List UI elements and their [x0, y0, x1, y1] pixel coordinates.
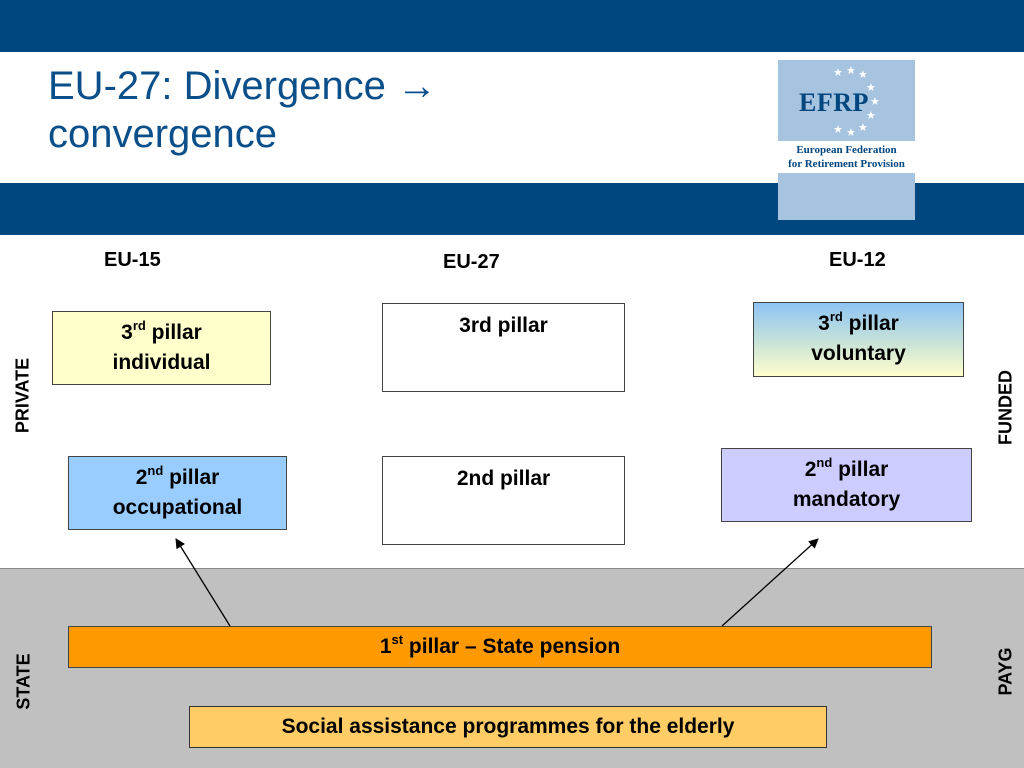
pillar-type: occupational — [112, 496, 243, 519]
column-header-eu15: EU-15 — [104, 249, 161, 271]
svg-text:★: ★ — [846, 126, 856, 139]
logo-subtitle-line-2: for Retirement Provision — [788, 158, 905, 170]
ordinal: 2 — [804, 458, 817, 481]
ordinal: 1 — [379, 635, 392, 658]
logo-acronym: EFRP — [799, 88, 869, 117]
svg-text:★: ★ — [870, 95, 880, 108]
ordinal-suffix: rd — [132, 318, 146, 333]
side-label-state: STATE — [13, 653, 34, 710]
logo-subtitle-line-1: European Federation — [796, 144, 897, 156]
arrow-to-eu15-second-pillar — [176, 539, 230, 626]
pillar-word: pillar — [169, 466, 220, 489]
pillar-type: individual — [112, 351, 211, 374]
svg-text:★: ★ — [846, 64, 856, 77]
side-label-private: PRIVATE — [12, 357, 33, 434]
ordinal-suffix: rd — [829, 309, 843, 324]
title-line-1: EU-27: Divergence → — [48, 64, 438, 108]
svg-text:★: ★ — [858, 121, 868, 134]
pillar-word: pillar — [838, 458, 889, 481]
ordinal: 3 — [121, 321, 133, 344]
pillar-word: pillar — [848, 312, 899, 335]
svg-text:★: ★ — [833, 123, 843, 136]
box-label: 2nd pillar — [456, 467, 551, 490]
ordinal-suffix: nd — [816, 455, 833, 470]
column-header-eu27: EU-27 — [443, 251, 500, 273]
ordinal: 2 — [135, 466, 148, 489]
title-line-2: convergence — [48, 112, 278, 156]
ordinal-suffix: st — [391, 632, 404, 647]
ordinal-suffix: nd — [147, 463, 164, 478]
svg-text:★: ★ — [866, 109, 876, 122]
svg-text:★: ★ — [866, 81, 876, 94]
pillar-type: voluntary — [811, 342, 906, 365]
side-label-funded: FUNDED — [995, 370, 1016, 445]
column-header-eu12: EU-12 — [829, 249, 886, 271]
side-label-payg: PAYG — [995, 647, 1016, 696]
social-assistance-label: Social assistance programmes for the elderly — [281, 715, 735, 738]
pillar-type: mandatory — [792, 488, 901, 511]
svg-text:★: ★ — [833, 66, 843, 79]
box-label: 3rd pillar — [459, 314, 548, 337]
svg-text:★: ★ — [858, 68, 868, 81]
ordinal: 3 — [818, 312, 830, 335]
arrow-to-eu12-second-pillar — [722, 539, 818, 626]
pillar-word: pillar — [151, 321, 202, 344]
first-pillar-label: pillar – State pension — [408, 635, 621, 658]
